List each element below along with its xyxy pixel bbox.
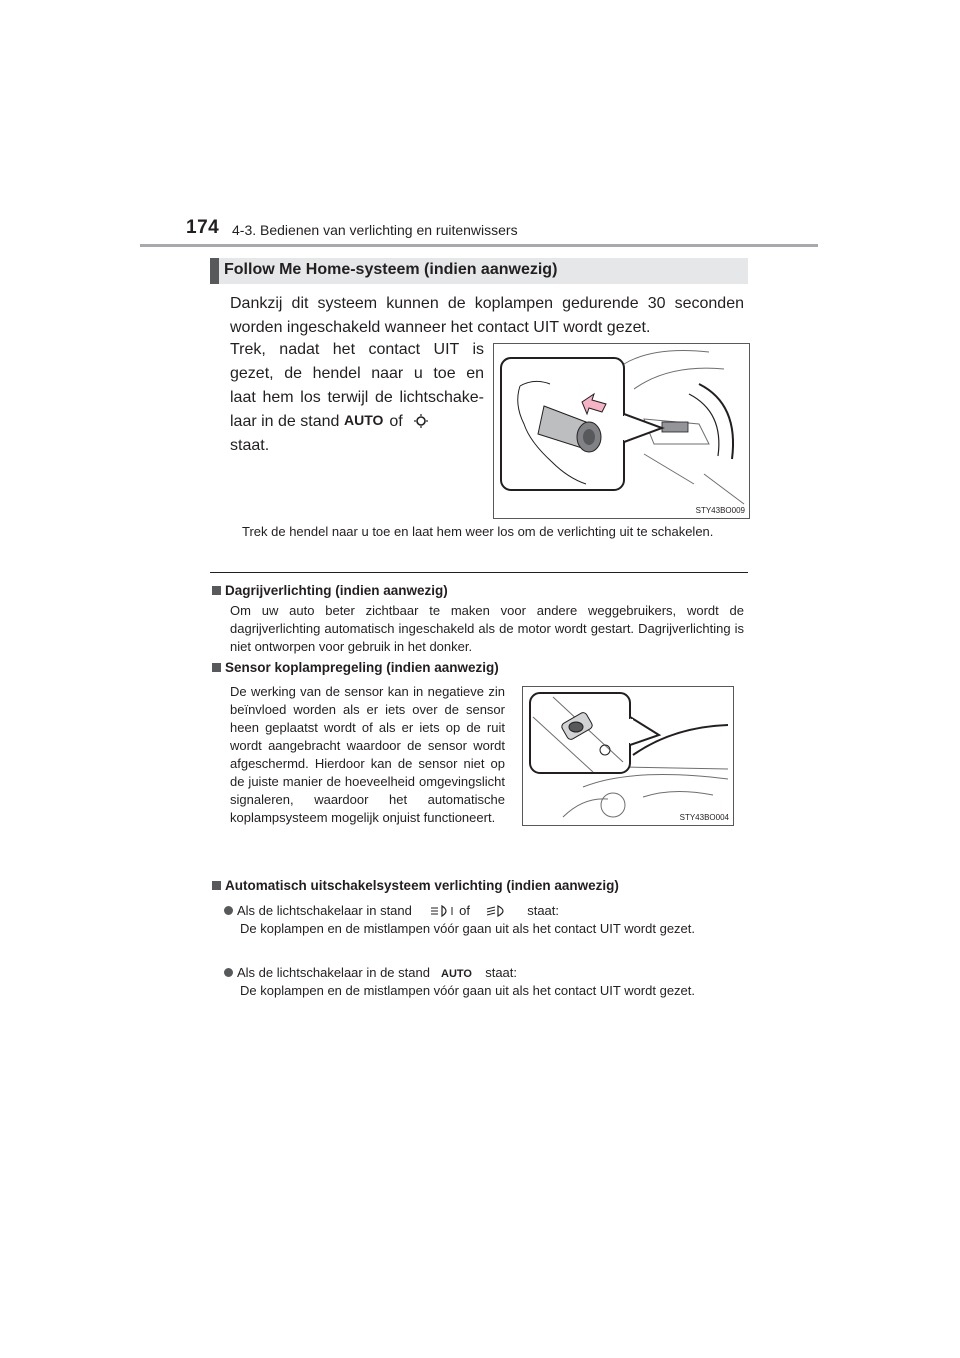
auto-icon [440, 966, 476, 980]
instruction-line: Trek, nadat het contact UIT is [230, 341, 484, 358]
instruction-text [230, 338, 484, 458]
square-bullet-icon [212, 663, 221, 672]
lever-drawing [494, 344, 749, 518]
auto-off-item-lead [224, 964, 744, 982]
auto-off-item [224, 964, 744, 1000]
instruction-line: gezet, de hendel naar u toe en [230, 365, 484, 382]
instruction-fragment: of [389, 413, 403, 430]
headlamp-fog-icon [428, 904, 454, 918]
auto-off-heading [212, 878, 619, 893]
drl-heading-text: Dagrijverlichting (indien aanwezig) [225, 583, 448, 598]
header-rule [140, 244, 818, 247]
lead-fragment: of [459, 903, 470, 918]
auto-off-item [224, 902, 744, 938]
section-title: Follow Me Home-systeem (indien aanwezig) [224, 261, 558, 278]
auto-off-heading-text: Automatisch uitschakelsysteem verlichting (indien aanwezig) [225, 878, 619, 893]
drl-heading [212, 583, 448, 598]
lead-fragment: staat: [527, 903, 560, 918]
instruction-line: laat hem los terwijl de lichtschake- [230, 389, 484, 406]
auto-icon [343, 412, 385, 428]
svg-text:AUTO: AUTO [440, 968, 472, 980]
instruction-fragment: laar in de stand [230, 413, 340, 430]
section-heading-bar [210, 258, 748, 284]
square-bullet-icon [212, 881, 221, 890]
lever-illustration [493, 343, 750, 519]
instruction-line: staat. [230, 437, 270, 454]
drl-text: Om uw auto beter zichtbaar te maken voor andere weggebruikers, wordt de dagrijverlichting automatisch ingeschakeld als de motor wordt gestart. Dagrijverlichting is niet ontworpen voor gebruik in het donker. [230, 603, 744, 654]
round-bullet-icon [224, 968, 233, 977]
auto-off-item-lead [224, 902, 744, 920]
instruction-line [230, 410, 484, 434]
page-number: 174 [186, 217, 220, 238]
sensor-heading-text: Sensor koplampregeling (indien aanwezig) [225, 660, 499, 675]
lead-fragment: Als de lichtschakelaar in de stand [237, 965, 430, 980]
chapter-title: 4-3. Bedienen van verlichting en ruitenwissers [232, 222, 518, 238]
section-intro: Dankzij dit systeem kunnen de koplampen gedurende 30 seconden worden ingeschakeld wanneer het contact UIT wordt gezet. [230, 295, 744, 336]
section-separator [210, 572, 748, 573]
square-bullet-icon [212, 586, 221, 595]
headlamp-icon [484, 904, 510, 918]
sensor-drawing [523, 687, 733, 825]
sensor-text: De werking van de sensor kan in negatieve zin beïnvloed worden als er iets over de sensor heen geplaatst wordt of als er iets op de ruit wordt aangebracht waardoor de sensor wordt afgeschermd. Hierdoor kan de sensor niet op de juiste manier de hoeveelheid omgevingslicht signaleren, waardoor het automatische koplampsysteem mogelijk onjuist functioneert. [230, 684, 505, 825]
auto-off-item-text: De koplampen en de mistlampen vóór gaan uit als het contact UIT wordt gezet. [240, 983, 696, 998]
section-marker [210, 258, 219, 284]
sensor-heading [212, 660, 499, 675]
parking-lamp-icon [403, 413, 433, 429]
auto-off-item-text: De koplampen en de mistlampen vóór gaan uit als het contact UIT wordt gezet. [240, 921, 696, 936]
lead-fragment: Als de lichtschakelaar in stand [237, 903, 412, 918]
sensor-illustration [522, 686, 734, 826]
round-bullet-icon [224, 906, 233, 915]
figure-code: STY43BO009 [695, 506, 745, 515]
section-note: Trek de hendel naar u toe en laat hem weer los om de verlichting uit te schakelen. [242, 524, 714, 539]
svg-text:AUTO: AUTO [344, 412, 384, 428]
lead-fragment: staat: [485, 965, 517, 980]
figure-code: STY43BO004 [679, 813, 729, 822]
